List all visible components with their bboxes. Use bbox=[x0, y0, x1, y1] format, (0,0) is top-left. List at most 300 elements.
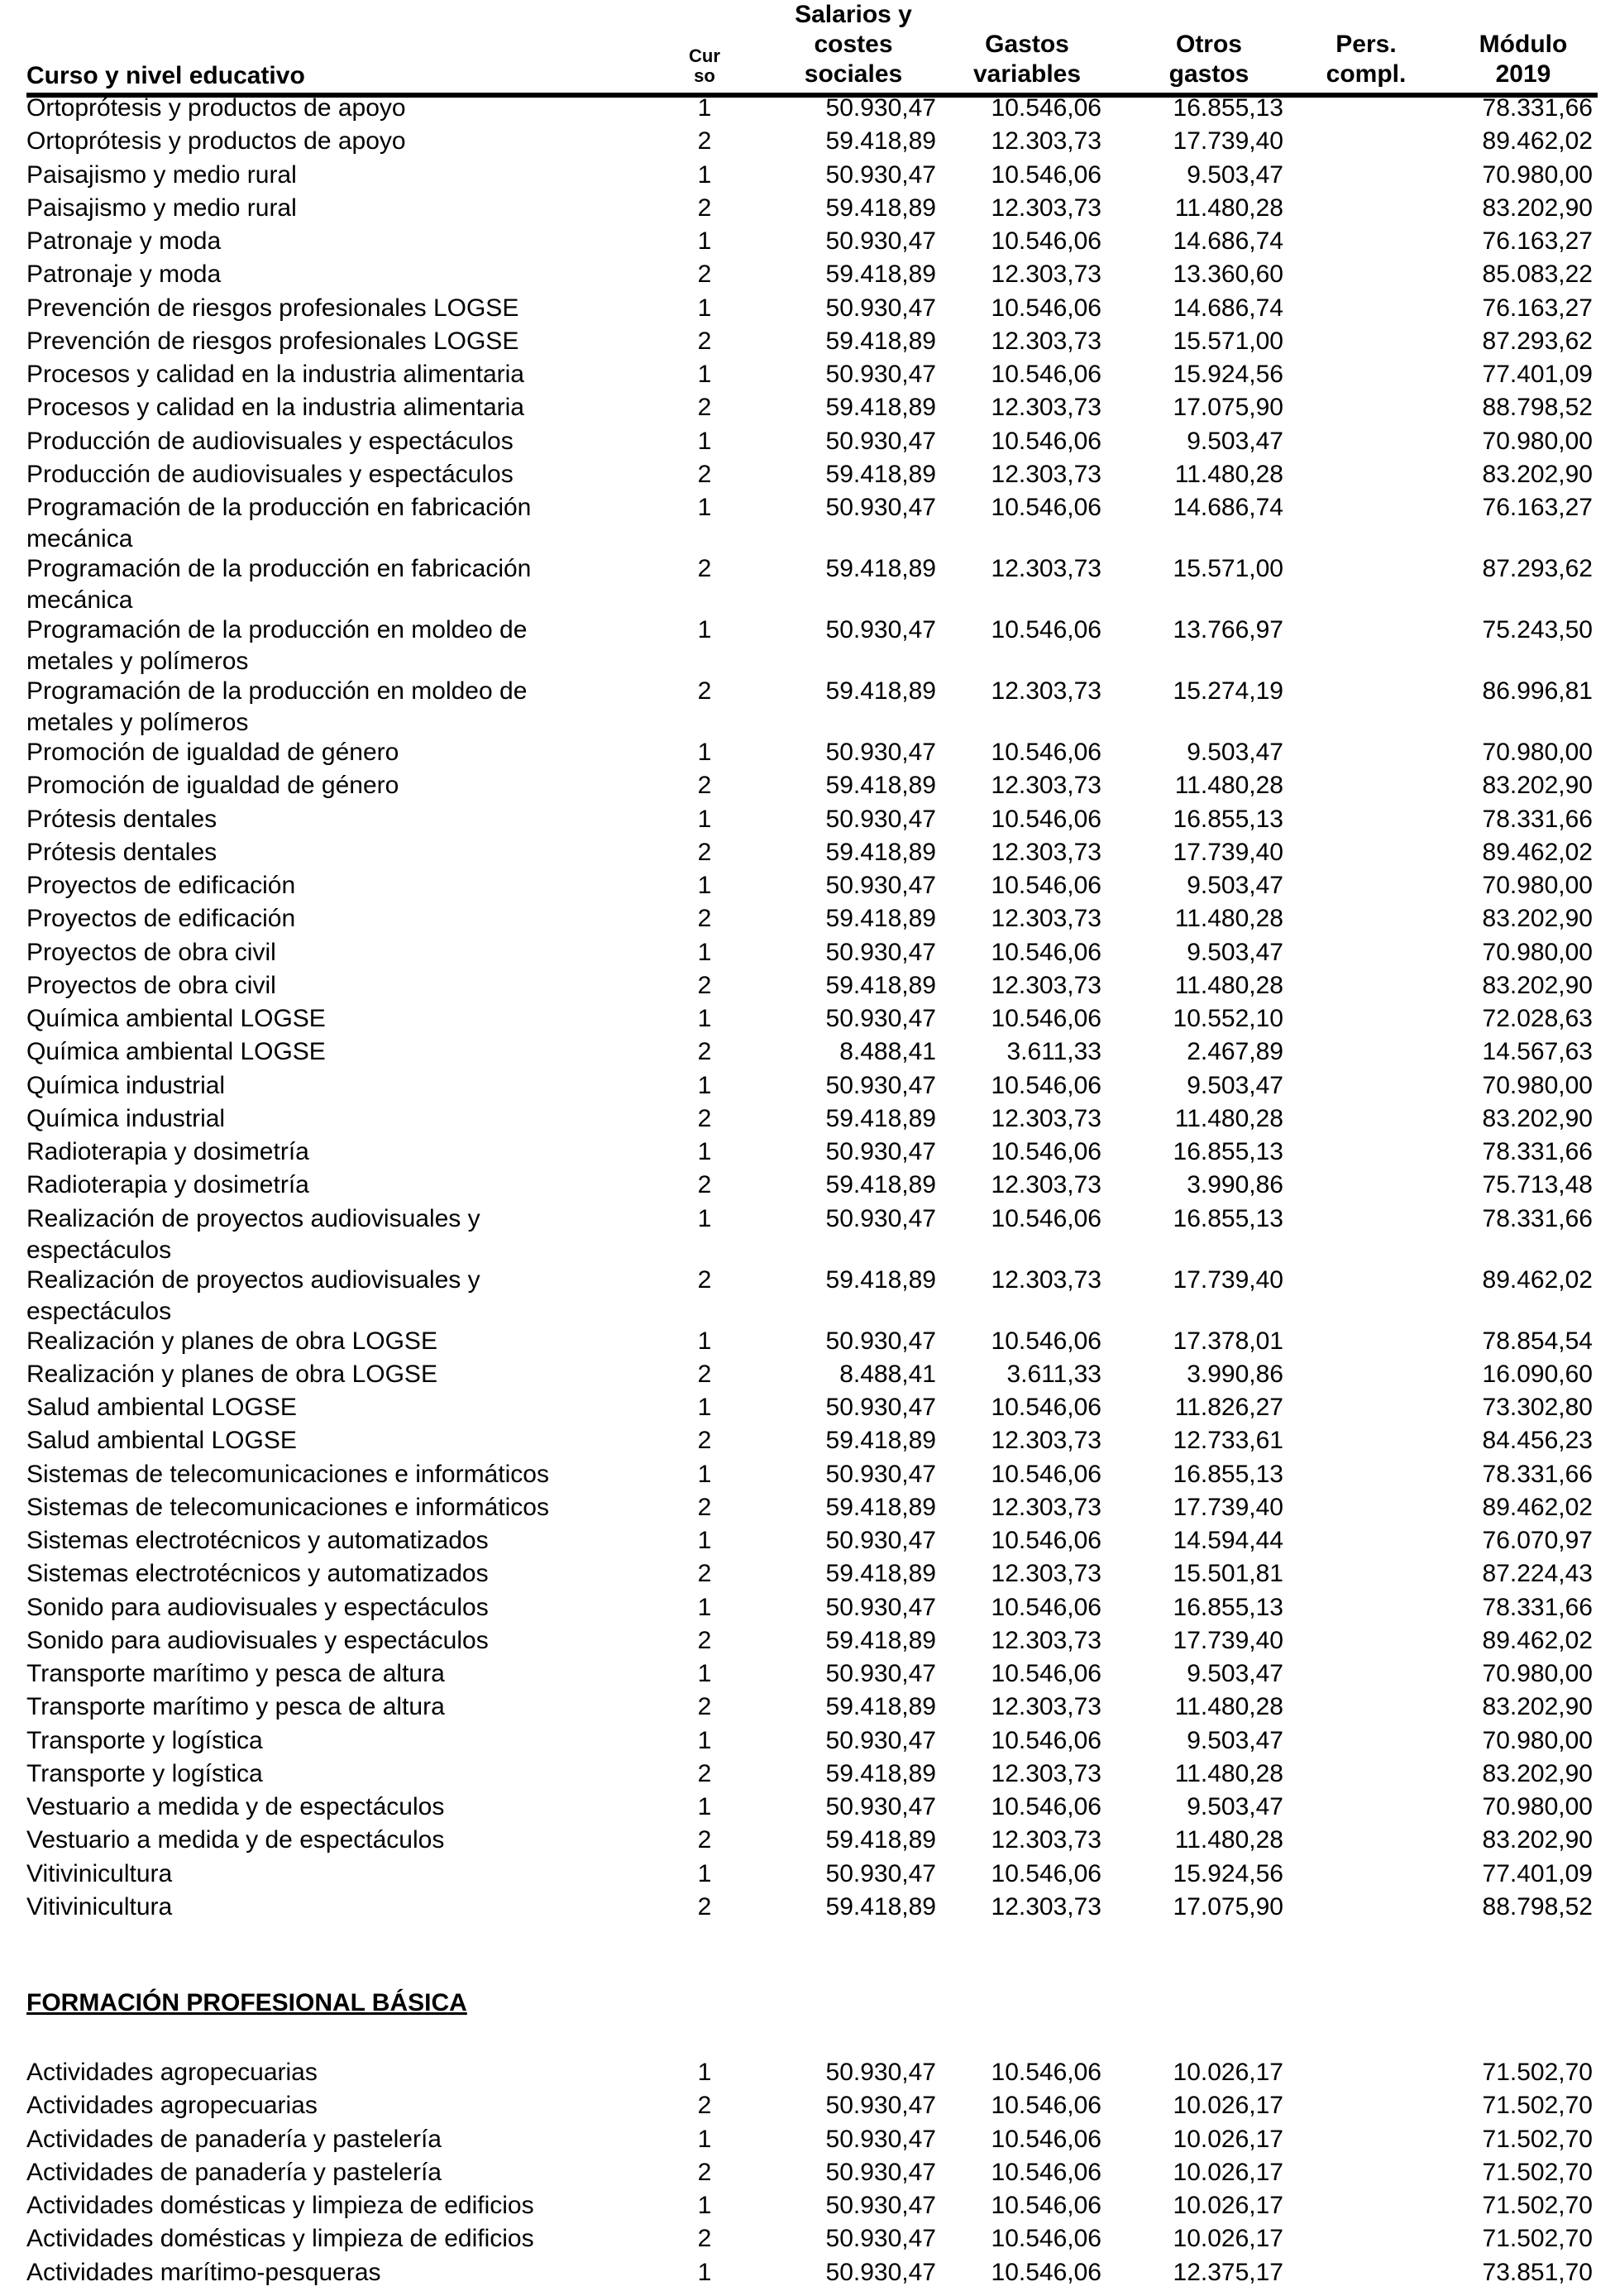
curso-cell: 1 bbox=[697, 94, 712, 122]
otros-gastos-cell: 16.855,13 bbox=[1173, 1460, 1283, 1488]
modulo-cell: 70.980,00 bbox=[1482, 739, 1593, 766]
table-row bbox=[26, 1592, 1598, 1625]
gastos-variables-cell: 10.546,06 bbox=[991, 1005, 1101, 1032]
modulo-cell: 83.202,90 bbox=[1482, 1759, 1593, 1787]
table-row bbox=[26, 259, 1598, 292]
table-row bbox=[26, 1203, 1598, 1265]
course-name-cell: Sistemas electrotécnicos y automatizados bbox=[26, 1560, 489, 1588]
salarios-cell: 50.930,47 bbox=[825, 1394, 936, 1421]
salarios-cell: 50.930,47 bbox=[825, 2258, 936, 2286]
table-row bbox=[26, 837, 1598, 870]
gastos-variables-cell: 10.546,06 bbox=[991, 1394, 1101, 1421]
modulo-cell: 75.243,50 bbox=[1482, 616, 1593, 643]
gastos-variables-cell: 10.546,06 bbox=[991, 1527, 1101, 1554]
course-name-cell: Vitivinicultura bbox=[26, 1859, 173, 1887]
table-row bbox=[26, 2223, 1598, 2256]
table-row bbox=[26, 804, 1598, 837]
header-gastos-line1: Gastos bbox=[985, 31, 1069, 58]
otros-gastos-cell: 17.739,40 bbox=[1173, 1493, 1283, 1521]
gastos-variables-cell: 10.546,06 bbox=[991, 805, 1101, 833]
gastos-variables-cell: 10.546,06 bbox=[991, 739, 1101, 766]
course-name-cell: Química ambiental LOGSE bbox=[26, 1038, 326, 1066]
otros-gastos-cell: 11.480,28 bbox=[1174, 905, 1283, 933]
salarios-cell: 50.930,47 bbox=[825, 1859, 936, 1887]
gastos-variables-cell: 10.546,06 bbox=[991, 2092, 1101, 2120]
modulo-cell: 77.401,09 bbox=[1482, 361, 1593, 388]
course-name-cell: Química industrial bbox=[26, 1071, 226, 1099]
gastos-variables-cell: 10.546,06 bbox=[991, 616, 1101, 643]
otros-gastos-cell: 10.026,17 bbox=[1173, 2225, 1283, 2253]
table-row bbox=[26, 1036, 1598, 1069]
table-row bbox=[26, 970, 1598, 1003]
salarios-cell: 50.930,47 bbox=[825, 1138, 936, 1165]
course-name-cell: Realización de proyectos audiovisuales y espectáculos bbox=[26, 1265, 480, 1325]
table-row bbox=[26, 1691, 1598, 1724]
otros-gastos-cell: 9.503,47 bbox=[1187, 1660, 1283, 1687]
modulo-cell: 86.996,81 bbox=[1482, 677, 1593, 705]
gastos-variables-cell: 12.303,73 bbox=[991, 127, 1101, 155]
curso-cell: 2 bbox=[697, 261, 712, 289]
curso-cell: 2 bbox=[697, 1693, 712, 1721]
modulo-cell: 14.567,63 bbox=[1482, 1038, 1593, 1066]
gastos-variables-cell: 10.546,06 bbox=[991, 938, 1101, 966]
gastos-variables-cell: 10.546,06 bbox=[991, 494, 1101, 521]
otros-gastos-cell: 9.503,47 bbox=[1187, 1793, 1283, 1820]
course-name-cell: Patronaje y moda bbox=[26, 227, 222, 255]
course-name-cell: Sistemas de telecomunicaciones e informáticos bbox=[26, 1493, 549, 1521]
gastos-variables-cell: 10.546,06 bbox=[991, 2258, 1101, 2286]
salarios-cell: 50.930,47 bbox=[825, 1460, 936, 1488]
curso-cell: 2 bbox=[697, 971, 712, 999]
gastos-variables-cell: 10.546,06 bbox=[991, 2059, 1101, 2086]
table-body bbox=[26, 93, 1598, 2290]
table-row bbox=[26, 1492, 1598, 1525]
modulo-cell: 89.462,02 bbox=[1482, 1493, 1593, 1521]
salarios-cell: 50.930,47 bbox=[825, 494, 936, 521]
table-header bbox=[26, 0, 1598, 96]
curso-cell: 1 bbox=[697, 494, 712, 521]
modulo-cell: 78.331,66 bbox=[1482, 1460, 1593, 1488]
course-name-cell: Vestuario a medida y de espectáculos bbox=[26, 1826, 445, 1854]
course-name-cell: Proyectos de obra civil bbox=[26, 971, 276, 999]
curso-cell: 1 bbox=[697, 1660, 712, 1687]
modulo-cell: 71.502,70 bbox=[1482, 2092, 1593, 2120]
header-pers bbox=[1283, 30, 1449, 89]
otros-gastos-cell: 16.855,13 bbox=[1173, 1593, 1283, 1621]
salarios-cell: 50.930,47 bbox=[825, 2192, 936, 2219]
modulo-cell: 71.502,70 bbox=[1482, 2125, 1593, 2153]
salarios-cell: 50.930,47 bbox=[825, 1726, 936, 1754]
curso-cell: 1 bbox=[697, 1204, 712, 1232]
curso-cell: 2 bbox=[697, 2158, 712, 2186]
curso-cell: 1 bbox=[697, 1793, 712, 1820]
salarios-cell: 50.930,47 bbox=[825, 1327, 936, 1355]
table-row bbox=[26, 903, 1598, 936]
salarios-cell: 59.418,89 bbox=[825, 327, 936, 355]
salarios-cell: 50.930,47 bbox=[825, 1005, 936, 1032]
otros-gastos-cell: 11.480,28 bbox=[1174, 1693, 1283, 1721]
gastos-variables-cell: 12.303,73 bbox=[991, 1759, 1101, 1787]
gastos-variables-cell: 12.303,73 bbox=[991, 1171, 1101, 1199]
modulo-cell: 83.202,90 bbox=[1482, 1693, 1593, 1721]
table-row bbox=[26, 770, 1598, 803]
otros-gastos-cell: 12.375,17 bbox=[1173, 2258, 1283, 2286]
modulo-cell: 88.798,52 bbox=[1482, 1892, 1593, 1921]
modulo-cell: 70.980,00 bbox=[1482, 872, 1593, 899]
otros-gastos-cell: 10.026,17 bbox=[1173, 2192, 1283, 2219]
gastos-variables-cell: 10.546,06 bbox=[991, 1793, 1101, 1820]
salarios-cell: 59.418,89 bbox=[825, 905, 936, 933]
course-name-cell: Sonido para audiovisuales y espectáculos bbox=[26, 1626, 489, 1654]
table-row bbox=[26, 937, 1598, 970]
table-row bbox=[26, 553, 1598, 615]
otros-gastos-cell: 15.924,56 bbox=[1173, 361, 1283, 388]
otros-gastos-cell: 15.571,00 bbox=[1173, 327, 1283, 355]
curso-cell: 2 bbox=[697, 1892, 712, 1921]
modulo-cell: 83.202,90 bbox=[1482, 460, 1593, 488]
otros-gastos-cell: 17.739,40 bbox=[1173, 1626, 1283, 1654]
course-name-cell: Transporte y logística bbox=[26, 1726, 263, 1754]
header-pers-line2: compl. bbox=[1326, 60, 1407, 88]
curso-cell: 1 bbox=[697, 361, 712, 388]
table-row bbox=[26, 1892, 1598, 1925]
modulo-cell: 89.462,02 bbox=[1482, 127, 1593, 155]
salarios-cell: 59.418,89 bbox=[825, 772, 936, 800]
salarios-cell: 50.930,47 bbox=[825, 1204, 936, 1232]
curso-cell: 1 bbox=[697, 2125, 712, 2153]
course-name-cell: Salud ambiental LOGSE bbox=[26, 1394, 297, 1421]
salarios-cell: 59.418,89 bbox=[825, 1493, 936, 1521]
table-row bbox=[26, 193, 1598, 226]
curso-cell: 1 bbox=[697, 616, 712, 643]
gastos-variables-cell: 10.546,06 bbox=[991, 1726, 1101, 1754]
table-row bbox=[26, 2124, 1598, 2157]
otros-gastos-cell: 2.467,89 bbox=[1187, 1038, 1283, 1066]
table-row bbox=[26, 1425, 1598, 1458]
otros-gastos-cell: 9.503,47 bbox=[1187, 1071, 1283, 1099]
gastos-variables-cell: 3.611,33 bbox=[1006, 1038, 1101, 1066]
gastos-variables-cell: 12.303,73 bbox=[991, 1265, 1101, 1294]
gastos-variables-cell: 12.303,73 bbox=[991, 194, 1101, 222]
salarios-cell: 59.418,89 bbox=[825, 1759, 936, 1787]
course-name-cell: Prevención de riesgos profesionales LOGSE bbox=[26, 294, 519, 322]
modulo-cell: 78.854,54 bbox=[1482, 1327, 1593, 1355]
curso-cell: 2 bbox=[697, 460, 712, 488]
table-row bbox=[26, 2157, 1598, 2190]
salarios-cell: 50.930,47 bbox=[825, 2158, 936, 2186]
course-name-cell: Paisajismo y medio rural bbox=[26, 194, 297, 222]
table-row bbox=[26, 615, 1598, 676]
course-name-cell: Producción de audiovisuales y espectáculos bbox=[26, 460, 514, 488]
otros-gastos-cell: 11.826,27 bbox=[1174, 1394, 1283, 1421]
header-otros-line2: gastos bbox=[1168, 60, 1249, 88]
otros-gastos-cell: 14.594,44 bbox=[1173, 1527, 1283, 1554]
otros-gastos-cell: 9.503,47 bbox=[1187, 427, 1283, 455]
table-row bbox=[26, 1825, 1598, 1858]
gastos-variables-cell: 10.546,06 bbox=[991, 1660, 1101, 1687]
modulo-cell: 87.293,62 bbox=[1482, 555, 1593, 582]
otros-gastos-cell: 9.503,47 bbox=[1187, 739, 1283, 766]
curso-cell: 1 bbox=[697, 872, 712, 899]
curso-cell: 1 bbox=[697, 1859, 712, 1887]
modulo-cell: 71.502,70 bbox=[1482, 2059, 1593, 2086]
otros-gastos-cell: 10.026,17 bbox=[1173, 2092, 1283, 2120]
otros-gastos-cell: 14.686,74 bbox=[1173, 294, 1283, 322]
salarios-cell: 59.418,89 bbox=[825, 1693, 936, 1721]
course-name-cell: Prevención de riesgos profesionales LOGSE bbox=[26, 327, 519, 355]
otros-gastos-cell: 16.855,13 bbox=[1173, 805, 1283, 833]
salarios-cell: 59.418,89 bbox=[825, 1171, 936, 1199]
salarios-cell: 50.930,47 bbox=[825, 1071, 936, 1099]
otros-gastos-cell: 3.990,86 bbox=[1187, 1171, 1283, 1199]
course-name-cell: Actividades agropecuarias bbox=[26, 2059, 318, 2086]
course-name-cell: Proyectos de obra civil bbox=[26, 938, 276, 966]
gastos-variables-cell: 12.303,73 bbox=[991, 1826, 1101, 1854]
modulo-cell: 70.980,00 bbox=[1482, 1071, 1593, 1099]
modulo-cell: 78.331,66 bbox=[1482, 1204, 1593, 1232]
course-name-cell: Actividades marítimo-pesqueras bbox=[26, 2258, 381, 2286]
header-otros-line1: Otros bbox=[1175, 31, 1242, 58]
salarios-cell: 59.418,89 bbox=[825, 555, 936, 582]
salarios-cell: 59.418,89 bbox=[825, 1265, 936, 1294]
course-name-cell: Realización y planes de obra LOGSE bbox=[26, 1327, 437, 1355]
header-modulo-line1: Módulo bbox=[1479, 31, 1568, 58]
otros-gastos-cell: 16.855,13 bbox=[1173, 1204, 1283, 1232]
modulo-cell: 83.202,90 bbox=[1482, 1104, 1593, 1132]
otros-gastos-cell: 11.480,28 bbox=[1174, 971, 1283, 999]
table-row bbox=[26, 126, 1598, 159]
otros-gastos-cell: 11.480,28 bbox=[1174, 194, 1283, 222]
salarios-cell: 50.930,47 bbox=[825, 160, 936, 189]
otros-gastos-cell: 15.274,19 bbox=[1173, 677, 1283, 705]
salarios-cell: 50.930,47 bbox=[825, 2092, 936, 2120]
gastos-variables-cell: 12.303,73 bbox=[991, 1693, 1101, 1721]
gastos-variables-cell: 10.546,06 bbox=[991, 1593, 1101, 1621]
salarios-cell: 50.930,47 bbox=[825, 739, 936, 766]
curso-cell: 1 bbox=[697, 2059, 712, 2086]
modulo-cell: 73.851,70 bbox=[1482, 2258, 1593, 2286]
table-row bbox=[26, 160, 1598, 193]
table-row bbox=[26, 93, 1598, 126]
header-otros bbox=[1126, 30, 1292, 89]
course-name-cell: Sistemas electrotécnicos y automatizados bbox=[26, 1527, 489, 1554]
course-name-cell: Ortoprótesis y productos de apoyo bbox=[26, 127, 406, 155]
course-name-cell: Transporte y logística bbox=[26, 1759, 263, 1787]
course-name-cell: Paisajismo y medio rural bbox=[26, 160, 297, 189]
course-name-cell: Procesos y calidad en la industria alimentaria bbox=[26, 394, 524, 422]
gastos-variables-cell: 12.303,73 bbox=[991, 838, 1101, 866]
course-name-cell: Prótesis dentales bbox=[26, 805, 217, 833]
salarios-cell: 50.930,47 bbox=[825, 1527, 936, 1554]
modulo-cell: 87.293,62 bbox=[1482, 327, 1593, 355]
header-pers-line1: Pers. bbox=[1335, 31, 1397, 58]
modulo-cell: 71.502,70 bbox=[1482, 2158, 1593, 2186]
otros-gastos-cell: 10.026,17 bbox=[1173, 2125, 1283, 2153]
curso-cell: 1 bbox=[697, 1071, 712, 1099]
table-row bbox=[26, 326, 1598, 359]
course-name-cell: Radioterapia y dosimetría bbox=[26, 1171, 309, 1199]
gastos-variables-cell: 12.303,73 bbox=[991, 1892, 1101, 1921]
table-row bbox=[26, 1858, 1598, 1892]
salarios-cell: 59.418,89 bbox=[825, 194, 936, 222]
course-name-cell: Vitivinicultura bbox=[26, 1892, 173, 1921]
header-salarios bbox=[754, 0, 953, 89]
section-header bbox=[26, 1925, 1598, 2057]
curso-cell: 2 bbox=[697, 327, 712, 355]
salarios-cell: 59.418,89 bbox=[825, 1626, 936, 1654]
otros-gastos-cell: 10.026,17 bbox=[1173, 2059, 1283, 2086]
salarios-cell: 50.930,47 bbox=[825, 94, 936, 122]
curso-cell: 1 bbox=[697, 427, 712, 455]
modulo-cell: 75.713,48 bbox=[1482, 1171, 1593, 1199]
modulo-cell: 16.090,60 bbox=[1482, 1360, 1593, 1388]
otros-gastos-cell: 11.480,28 bbox=[1174, 460, 1283, 488]
salarios-cell: 50.930,47 bbox=[825, 616, 936, 643]
curso-cell: 1 bbox=[697, 1394, 712, 1421]
header-salarios-line3: sociales bbox=[804, 60, 903, 88]
otros-gastos-cell: 15.571,00 bbox=[1173, 555, 1283, 582]
gastos-variables-cell: 12.303,73 bbox=[991, 1427, 1101, 1455]
table-row bbox=[26, 1003, 1598, 1036]
salarios-cell: 59.418,89 bbox=[825, 394, 936, 422]
curso-cell: 2 bbox=[697, 127, 712, 155]
table-row bbox=[26, 1103, 1598, 1136]
curso-cell: 1 bbox=[697, 805, 712, 833]
salarios-cell: 59.418,89 bbox=[825, 127, 936, 155]
table-row bbox=[26, 492, 1598, 553]
section-title: FORMACIÓN PROFESIONAL BÁSICA bbox=[26, 1989, 467, 2016]
salarios-cell: 50.930,47 bbox=[825, 294, 936, 322]
salarios-cell: 59.418,89 bbox=[825, 1892, 936, 1921]
curso-cell: 1 bbox=[697, 938, 712, 966]
course-name-cell: Sistemas de telecomunicaciones e informáticos bbox=[26, 1460, 549, 1488]
salarios-cell: 50.930,47 bbox=[825, 361, 936, 388]
curso-cell: 1 bbox=[697, 2192, 712, 2219]
curso-cell: 2 bbox=[697, 555, 712, 582]
gastos-variables-cell: 10.546,06 bbox=[991, 2192, 1101, 2219]
modulo-cell: 70.980,00 bbox=[1482, 1726, 1593, 1754]
gastos-variables-cell: 10.546,06 bbox=[991, 1460, 1101, 1488]
table-row bbox=[26, 1326, 1598, 1359]
curso-cell: 2 bbox=[697, 1038, 712, 1066]
otros-gastos-cell: 9.503,47 bbox=[1187, 938, 1283, 966]
table-row bbox=[26, 2190, 1598, 2223]
gastos-variables-cell: 12.303,73 bbox=[991, 1626, 1101, 1654]
curso-cell: 2 bbox=[697, 2092, 712, 2120]
course-name-cell: Actividades de panadería y pastelería bbox=[26, 2158, 442, 2186]
gastos-variables-cell: 12.303,73 bbox=[991, 971, 1101, 999]
table-row bbox=[26, 392, 1598, 425]
gastos-variables-cell: 12.303,73 bbox=[991, 1104, 1101, 1132]
gastos-variables-cell: 10.546,06 bbox=[991, 160, 1101, 189]
modulo-cell: 70.980,00 bbox=[1482, 427, 1593, 455]
modulo-cell: 83.202,90 bbox=[1482, 194, 1593, 222]
modulo-cell: 70.980,00 bbox=[1482, 938, 1593, 966]
curso-cell: 2 bbox=[697, 772, 712, 800]
otros-gastos-cell: 16.855,13 bbox=[1173, 94, 1283, 122]
otros-gastos-cell: 11.480,28 bbox=[1174, 1104, 1283, 1132]
otros-gastos-cell: 17.739,40 bbox=[1173, 127, 1283, 155]
modulo-cell: 70.980,00 bbox=[1482, 1793, 1593, 1820]
course-name-cell: Procesos y calidad en la industria alimentaria bbox=[26, 361, 524, 388]
salarios-cell: 50.930,47 bbox=[825, 1793, 936, 1820]
course-name-cell: Actividades domésticas y limpieza de edificios bbox=[26, 2225, 534, 2253]
header-course-label: Curso y nivel educativo bbox=[26, 62, 305, 89]
course-name-cell: Programación de la producción en moldeo de metales y polímeros bbox=[26, 616, 528, 675]
otros-gastos-cell: 17.378,01 bbox=[1173, 1327, 1283, 1355]
gastos-variables-cell: 10.546,06 bbox=[991, 1071, 1101, 1099]
otros-gastos-cell: 14.686,74 bbox=[1173, 494, 1283, 521]
salarios-cell: 50.930,47 bbox=[825, 2225, 936, 2253]
course-name-cell: Realización de proyectos audiovisuales y espectáculos bbox=[26, 1204, 480, 1264]
table-row bbox=[26, 2090, 1598, 2123]
curso-cell: 2 bbox=[697, 1427, 712, 1455]
course-name-cell: Prótesis dentales bbox=[26, 838, 217, 866]
table-row bbox=[26, 226, 1598, 259]
course-name-cell: Transporte marítimo y pesca de altura bbox=[26, 1660, 445, 1687]
modulo-cell: 87.224,43 bbox=[1482, 1560, 1593, 1588]
otros-gastos-cell: 9.503,47 bbox=[1187, 872, 1283, 899]
modulo-cell: 76.163,27 bbox=[1482, 294, 1593, 322]
modulo-cell: 89.462,02 bbox=[1482, 838, 1593, 866]
table-row bbox=[26, 1625, 1598, 1658]
curso-cell: 1 bbox=[697, 1327, 712, 1355]
curso-cell: 2 bbox=[697, 1759, 712, 1787]
gastos-variables-cell: 12.303,73 bbox=[991, 1560, 1101, 1588]
table-row bbox=[26, 459, 1598, 492]
salarios-cell: 50.930,47 bbox=[825, 227, 936, 255]
otros-gastos-cell: 13.766,97 bbox=[1173, 616, 1283, 643]
course-name-cell: Actividades de panadería y pastelería bbox=[26, 2125, 442, 2153]
table-row bbox=[26, 1558, 1598, 1591]
course-name-cell: Sonido para audiovisuales y espectáculos bbox=[26, 1593, 489, 1621]
course-name-cell: Salud ambiental LOGSE bbox=[26, 1427, 297, 1455]
curso-cell: 2 bbox=[697, 1360, 712, 1388]
header-salarios-line2: costes bbox=[814, 31, 893, 58]
header-curso bbox=[688, 46, 721, 86]
course-name-cell: Transporte marítimo y pesca de altura bbox=[26, 1693, 445, 1721]
course-name-cell: Ortoprótesis y productos de apoyo bbox=[26, 94, 406, 122]
gastos-variables-cell: 12.303,73 bbox=[991, 1493, 1101, 1521]
salarios-cell: 59.418,89 bbox=[825, 838, 936, 866]
gastos-variables-cell: 12.303,73 bbox=[991, 905, 1101, 933]
modulo-cell: 85.083,22 bbox=[1482, 261, 1593, 289]
curso-cell: 1 bbox=[697, 1138, 712, 1165]
salarios-cell: 59.418,89 bbox=[825, 677, 936, 705]
modulo-cell: 78.331,66 bbox=[1482, 1593, 1593, 1621]
course-name-cell: Realización y planes de obra LOGSE bbox=[26, 1360, 437, 1388]
modulo-cell: 72.028,63 bbox=[1482, 1005, 1593, 1032]
course-name-cell: Vestuario a medida y de espectáculos bbox=[26, 1793, 445, 1820]
gastos-variables-cell: 12.303,73 bbox=[991, 555, 1101, 582]
modulo-cell: 71.502,70 bbox=[1482, 2192, 1593, 2219]
table-row bbox=[26, 1658, 1598, 1691]
gastos-variables-cell: 10.546,06 bbox=[991, 1204, 1101, 1232]
table-row bbox=[26, 1170, 1598, 1203]
salarios-cell: 50.930,47 bbox=[825, 938, 936, 966]
curso-cell: 2 bbox=[697, 1493, 712, 1521]
gastos-variables-cell: 12.303,73 bbox=[991, 677, 1101, 705]
gastos-variables-cell: 10.546,06 bbox=[991, 1327, 1101, 1355]
modulo-cell: 78.331,66 bbox=[1482, 94, 1593, 122]
curso-cell: 2 bbox=[697, 838, 712, 866]
header-gastos-line2: variables bbox=[972, 60, 1082, 88]
gastos-variables-cell: 10.546,06 bbox=[991, 361, 1101, 388]
gastos-variables-cell: 10.546,06 bbox=[991, 872, 1101, 899]
table-row bbox=[26, 1725, 1598, 1758]
table-row bbox=[26, 2257, 1598, 2290]
modulo-cell: 71.502,70 bbox=[1482, 2225, 1593, 2253]
